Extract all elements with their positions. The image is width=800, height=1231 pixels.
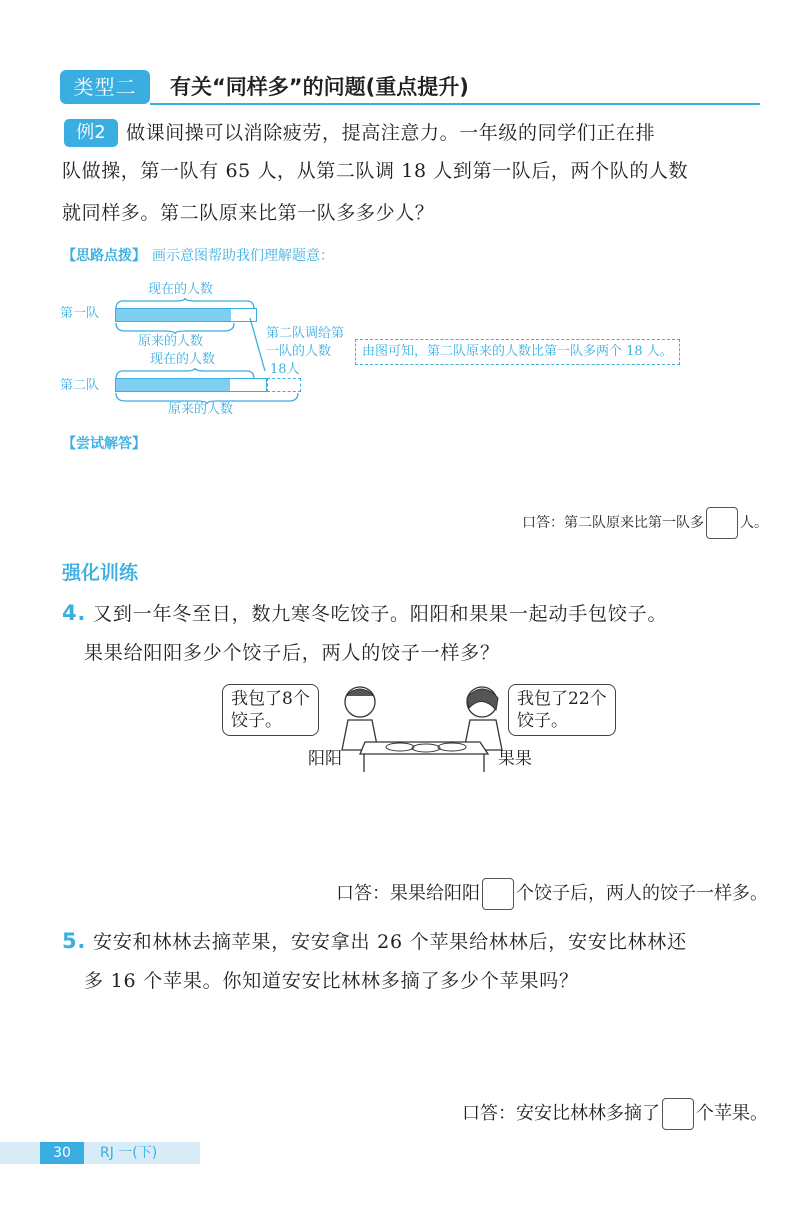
q4-text-line-2: 果果给阳阳多少个饺子后，两人的饺子一样多？	[84, 642, 500, 664]
transfer-label-2: 一队的人数	[266, 344, 332, 359]
example-text-line-2: 队做操，第一队有 65 人，从第二队调 18 人到第一队后，两个队的人数	[62, 160, 689, 182]
team2-transfer-segment	[267, 378, 301, 392]
example-text-line-3: 就同样多。第二队原来比第一队多多少人？	[62, 202, 435, 224]
now-count-label-1: 现在的人数	[148, 282, 214, 297]
q5-answer-prefix: 口答：安安比林林多摘了	[462, 1103, 660, 1124]
hint-label: 【思路点拨】	[62, 248, 146, 264]
hint-text: 画示意图帮助我们理解题意：	[152, 248, 334, 264]
q4-answer-prefix: 口答：果果给阳阳	[336, 883, 480, 904]
q4-answer-suffix: 个饺子后，两人的饺子一样多。	[516, 883, 768, 904]
example-answer-prefix: 口答：第二队原来比第一队多	[522, 515, 704, 531]
team1-label: 第一队	[60, 306, 100, 321]
try-answer-label: 【尝试解答】	[62, 436, 146, 452]
example-answer	[522, 507, 768, 539]
orig-count-label-1: 原来的人数	[138, 334, 204, 349]
q5-answer-box[interactable]	[662, 1098, 694, 1130]
transfer-value: 18人	[270, 362, 300, 377]
q5-text-line-1: 安安和林林去摘苹果，安安拿出 26 个苹果给林林后，安安比林林还	[93, 931, 687, 953]
training-title: 强化训练	[62, 562, 139, 584]
name-yangyang: 阳阳	[308, 749, 342, 769]
page-number: 30	[40, 1142, 84, 1164]
now-count-label-2: 现在的人数	[150, 352, 216, 367]
q4-line-1	[62, 598, 667, 629]
example-text-line-1: 做课间操可以消除疲劳，提高注意力。一年级的同学们正在排	[126, 122, 656, 144]
example-answer-box[interactable]	[706, 507, 738, 539]
title-underline	[150, 103, 760, 105]
transfer-label-1: 第二队调给第	[266, 326, 345, 341]
team2-label: 第二队	[60, 378, 100, 393]
diagram-callout: 由图可知，第二队原来的人数比第一队多两个 18 人。	[355, 339, 680, 365]
q5-text-line-2: 多 16 个苹果。你知道安安比林林多摘了多少个苹果吗？	[84, 970, 579, 992]
edition-label: RJ 一(下)	[100, 1145, 158, 1161]
q5-line-1	[62, 926, 687, 957]
name-guoguo: 果果	[498, 749, 532, 769]
q4-answer-box[interactable]	[482, 878, 514, 910]
q4-answer	[336, 878, 768, 910]
q5-answer	[462, 1098, 768, 1130]
section-title: 有关“同样多”的问题(重点提升)	[170, 75, 469, 99]
speech-bubble-right: 我包了22个 饺子。	[508, 684, 616, 736]
q5-answer-suffix: 个苹果。	[696, 1103, 768, 1124]
example-badge: 例2	[64, 119, 118, 147]
orig-bracket-1	[115, 322, 235, 334]
dumpling-illustration	[222, 680, 632, 780]
children-table-drawing	[320, 680, 520, 775]
example-answer-suffix: 人。	[740, 515, 768, 531]
q4-text-line-1: 又到一年冬至日，数九寒冬吃饺子。阳阳和果果一起动手包饺子。	[93, 603, 668, 625]
team2-bar	[115, 378, 267, 392]
type-badge: 类型二	[60, 70, 150, 104]
speech-bubble-left: 我包了8个 饺子。	[222, 684, 319, 736]
q5-number: 5.	[62, 929, 87, 953]
q4-number: 4.	[62, 601, 87, 625]
orig-count-label-2: 原来的人数	[168, 402, 234, 417]
